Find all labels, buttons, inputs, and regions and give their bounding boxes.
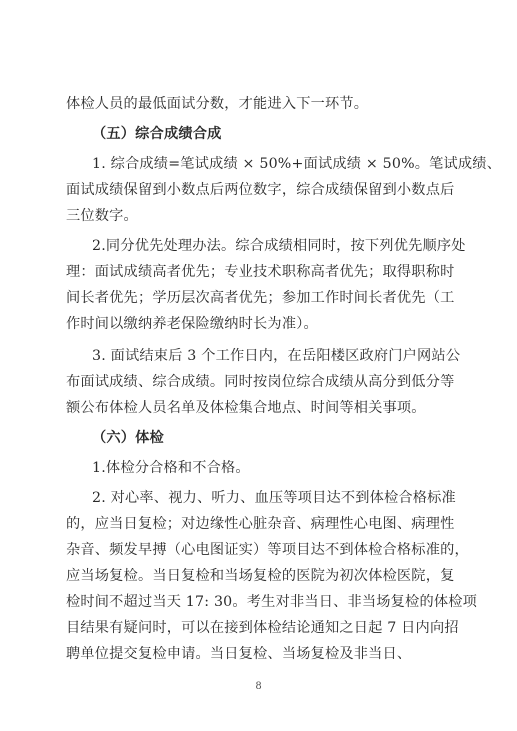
paragraph-line: 2.同分优先处理办法。综合成绩相同时，按下列优先顺序处 — [92, 238, 466, 254]
paragraph-line: 聘单位提交复检申请。当日复检、当场复检及非当日、 — [66, 646, 412, 662]
paragraph-line: 的，应当日复检；对边缘性心脏杂音、病理性心电图、病理性 — [66, 516, 455, 532]
paragraph-line: 3. 面试结束后 3 个工作日内，在岳阳楼区政府门户网站公 — [92, 348, 461, 364]
paragraph-line: 间长者优先；学历层次高者优先；参加工作时间长者优先（工 — [66, 290, 455, 306]
paragraph-line: 作时间以缴纳养老保险缴纳时长为准）。 — [66, 316, 318, 332]
paragraph-line: 目结果有疑问时，可以在接到体检结论通知之日起 7 日内向招 — [66, 620, 459, 636]
paragraph-line: 1.体检分合格和不合格。 — [92, 460, 250, 476]
section-heading-6: （六）体检 — [92, 430, 164, 446]
paragraph-line: 2. 对心率、视力、听力、血压等项目达不到体检合格标准 — [92, 490, 456, 506]
paragraph-line: 体检人员的最低面试分数，才能进入下一环节。 — [66, 96, 369, 112]
page-number: 8 — [255, 681, 262, 692]
paragraph-line: 布面试成绩、综合成绩。同时按岗位综合成绩从高分到低分等 — [66, 374, 455, 390]
paragraph-line: 面试成绩保留到小数点后两位数字，综合成绩保留到小数点后 — [66, 182, 455, 198]
paragraph-line: 检时间不超过当天 17: 30。考生对非当日、非当场复检的体检项 — [66, 594, 477, 610]
paragraph-line: 1. 综合成绩=笔试成绩 × 50%+面试成绩 × 50%。笔试成绩、 — [92, 156, 502, 172]
section-heading-5: （五）综合成绩合成 — [92, 126, 222, 142]
paragraph-line: 应当场复检。当日复检和当场复检的医院为初次体检医院，复 — [66, 568, 455, 584]
paragraph-line: 三位数字。 — [66, 208, 138, 224]
paragraph-line: 额公布体检人员名单及体检集合地点、时间等相关事项。 — [66, 400, 426, 416]
paragraph-line: 杂音、频发早搏（心电图证实）等项目达不到体检合格标准的， — [66, 542, 469, 558]
paragraph-line: 理：面试成绩高者优先；专业技术职称高者优先；取得职称时 — [66, 264, 455, 280]
